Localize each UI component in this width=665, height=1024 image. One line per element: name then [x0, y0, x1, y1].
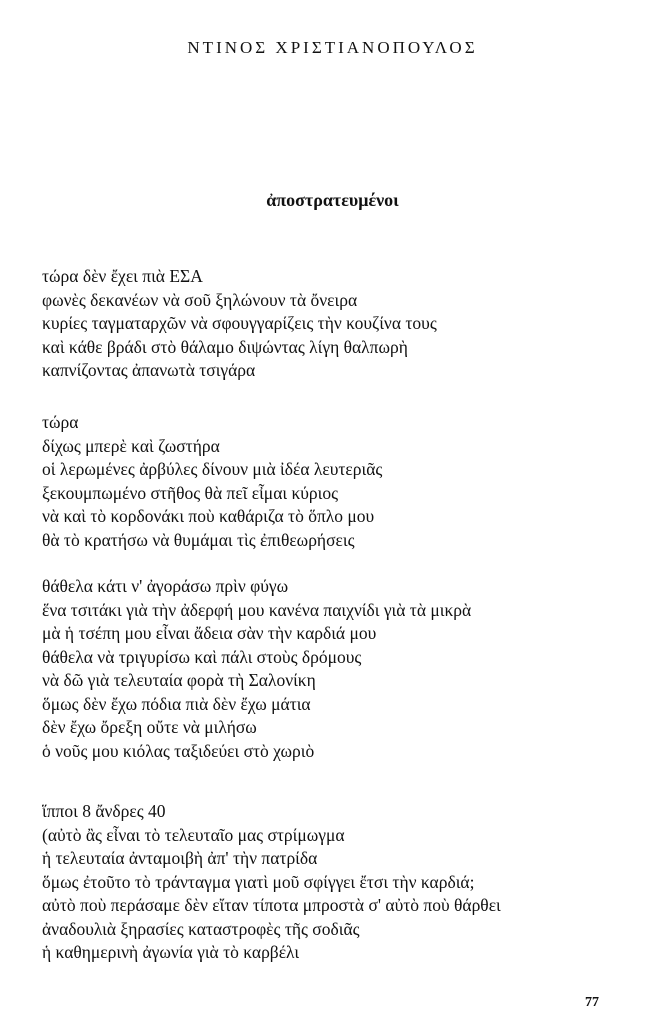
poem-line: ἡ τελευταία ἀνταμοιβὴ ἀπ' τὴν πατρίδα — [42, 848, 318, 868]
poem-line: ἡ καθημερινὴ ἀγωνία γιὰ τὸ καρβέλι — [42, 942, 300, 962]
poem-line: καὶ κάθε βράδι στὸ θάλαμο διψώντας λίγη θαλπωρὴ — [42, 336, 408, 357]
stanza — [42, 575, 642, 763]
poem-line: μὰ ἡ τσέπη μου εἶναι ἄδεια σὰν τὴν καρδιά μου — [42, 623, 377, 643]
poem-line: νὰ δῶ γιὰ τελευταία φορὰ τὴ Σαλονίκη — [42, 670, 316, 690]
poem-line: ἵπποι 8 ἄνδρες 40 — [42, 801, 166, 821]
poem-line: ἕνα τσιτάκι γιὰ τὴν ἀδερφή μου κανένα παιχνίδι γιὰ τὰ μικρὰ — [42, 599, 472, 620]
poem-line: αὐτὸ ποὺ περάσαμε δὲν εἴταν τίποτα μπροστὰ σ' αὐτὸ ποὺ θάρθει — [42, 895, 501, 915]
poem-line: θὰ τὸ κρατήσω νὰ θυμάμαι τὶς ἐπιθεωρήσεις — [42, 529, 355, 550]
poem-line: κυρίες ταγματαρχῶν νὰ σφουγγαρίζεις τὴν κουζίνα τους — [42, 313, 437, 333]
poem-line: δὲν ἔχω ὄρεξη οὔτε νὰ μιλήσω — [42, 717, 257, 737]
page-number: 77 — [585, 995, 599, 1010]
poem-line: καπνίζοντας ἀπανωτὰ τσιγάρα — [42, 360, 256, 380]
poem-line: φωνὲς δεκανέων νὰ σοῦ ξηλώνουν τὰ ὄνειρα — [42, 289, 358, 310]
poem-line: ὁ νοῦς μου κιόλας ταξιδεύει στὸ χωριὸ — [42, 740, 315, 761]
poem-line: θάθελα κάτι ν' ἀγοράσω πρὶν φύγω — [42, 576, 289, 596]
poem-line: δίχως μπερὲ καὶ ζωστήρα — [42, 435, 220, 456]
poem-line: οἱ λερωμένες ἀρβύλες δίνουν μιὰ ἰδέα λευτεριᾶς — [42, 459, 383, 479]
poem-line: ξεκουμπωμένο στῆθος θὰ πεῖ εἶμαι κύριος — [42, 482, 339, 503]
poem-line: ἀναδουλιὰ ξηρασίες καταστροφὲς τῆς σοδιᾶς — [42, 918, 360, 939]
poem-line: θάθελα νὰ τριγυρίσω καὶ πάλι στοὺς δρόμους — [42, 646, 362, 667]
poem-line: τώρα δὲν ἔχει πιὰ ΕΣΑ — [42, 266, 203, 286]
poem-line: νὰ καὶ τὸ κορδονάκι ποὺ καθάριζα τὸ ὅπλο μου — [42, 506, 375, 526]
running-head-author: ΝΤΙΝΟΣ ΧΡΙΣΤΙΑΝΟΠΟΥΛΟΣ — [187, 38, 478, 57]
stanza — [42, 265, 642, 383]
poem-line: ὅμως δὲν ἔχω πόδια πιὰ δὲν ἔχω μάτια — [42, 693, 311, 714]
poem-line: (αὐτὸ ἂς εἶναι τὸ τελευταῖο μας στρίμωγμα — [42, 824, 345, 845]
poem-line: τώρα — [42, 412, 79, 432]
stanza — [42, 411, 642, 552]
poem-title: ἀποστρατευμένοι — [266, 190, 399, 210]
stanza — [42, 800, 642, 965]
poem-line: ὅμως ἐτοῦτο τὸ τράνταγμα γιατὶ μοῦ σφίγγει ἔτσι τὴν καρδιά; — [42, 871, 475, 892]
